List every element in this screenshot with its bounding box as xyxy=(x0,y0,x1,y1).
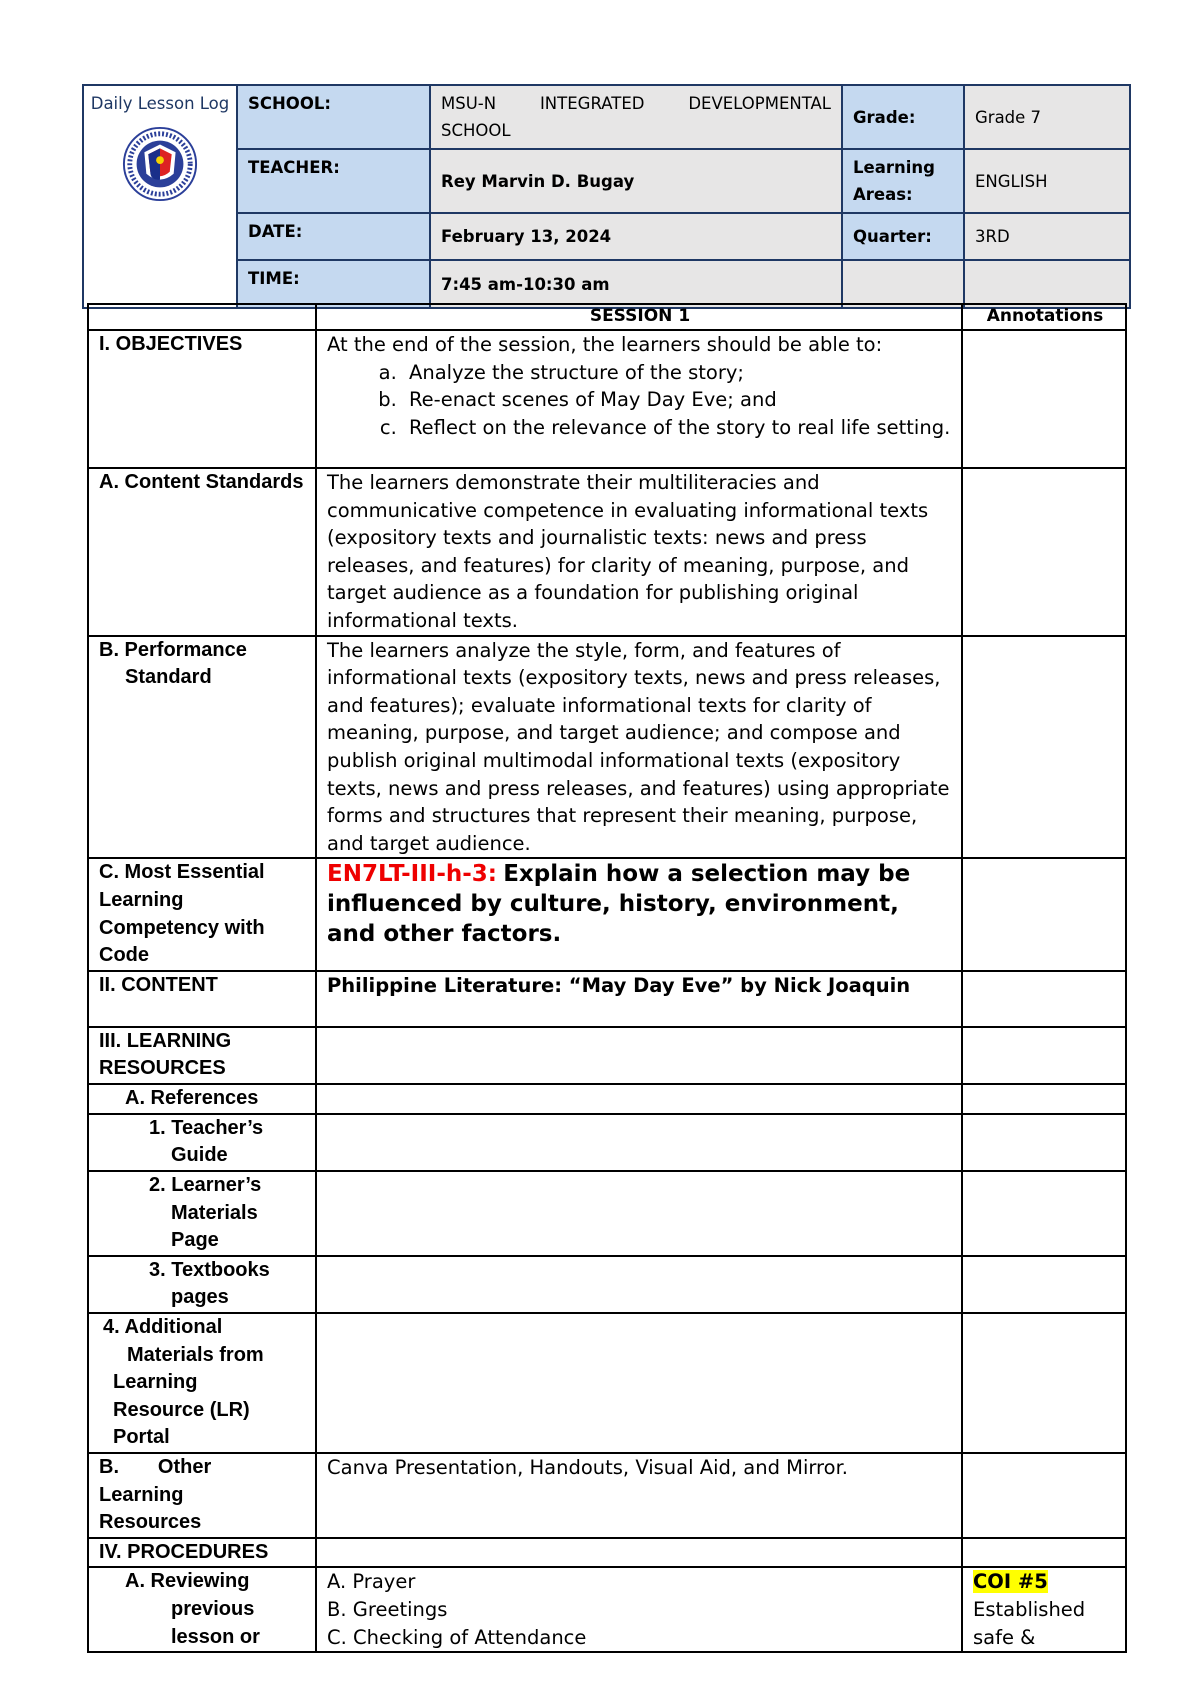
content-standards-label: A. Content Standards xyxy=(88,468,316,636)
table-row xyxy=(88,858,1126,970)
list-item: C. Checking of Attendance xyxy=(327,1625,587,1649)
label-line: Portal xyxy=(113,1426,170,1449)
label-line: 4. Additional xyxy=(103,1316,223,1339)
table-row xyxy=(88,468,1126,636)
table-row xyxy=(88,636,1126,859)
table-row xyxy=(88,1538,1126,1568)
annotation-cell xyxy=(962,1114,1126,1171)
table-row xyxy=(88,330,1126,468)
table-row xyxy=(88,1313,1126,1453)
content-standards-text: The learners demonstrate their multiliteracies and communicative competence in evaluating informational texts (expository texts and journalistic texts: news and press releases, and features) for clarity of meaning, purpose, and target audience as a foundation for publishing original informational texts. xyxy=(316,468,962,636)
quarter-label: Quarter: xyxy=(842,213,964,260)
lesson-table xyxy=(87,303,1127,1653)
other-resources-label xyxy=(88,1453,316,1538)
empty-cell xyxy=(316,1538,962,1568)
content-label: II. CONTENT xyxy=(88,971,316,1027)
learners-materials-label xyxy=(88,1171,316,1256)
empty-cell xyxy=(316,1171,962,1256)
objectives-list xyxy=(327,359,953,442)
reviewing-annotation xyxy=(962,1567,1126,1652)
date-label: DATE: xyxy=(237,213,430,260)
additional-materials-label xyxy=(88,1313,316,1453)
annotation-cell xyxy=(962,1027,1126,1084)
content-text: Philippine Literature: “May Day Eve” by Nick Joaquin xyxy=(316,971,962,1027)
annotation-cell xyxy=(962,468,1126,636)
annotations-header: Annotations xyxy=(962,304,1126,330)
label-line: Learning xyxy=(99,1483,184,1506)
table-row xyxy=(88,1567,1126,1652)
annotation-cell xyxy=(962,1256,1126,1313)
list-item: c. Reflect on the relevance of the story to real life setting. xyxy=(403,414,953,442)
annotation-cell xyxy=(962,858,1126,970)
label-line: 1. Teacher’s xyxy=(149,1116,264,1139)
competency-cell xyxy=(316,858,962,970)
table-row xyxy=(88,1453,1126,1538)
empty-cell xyxy=(316,1027,962,1084)
references-label xyxy=(88,1084,316,1114)
table-row xyxy=(88,1256,1126,1313)
annotation-cell xyxy=(962,1538,1126,1568)
school-label: SCHOOL: xyxy=(237,85,430,149)
textbooks-label xyxy=(88,1256,316,1313)
teacher-label: TEACHER: xyxy=(237,149,430,213)
grade-label: Grade: xyxy=(842,85,964,149)
header-table xyxy=(82,84,1131,309)
annotation-cell xyxy=(962,636,1126,859)
competency-label: C. Most Essential Learning Competency with Code xyxy=(88,858,316,970)
empty-cell xyxy=(316,1114,962,1171)
annotation-line: Established xyxy=(973,1597,1086,1621)
coi-badge: COI #5 xyxy=(973,1570,1048,1594)
other-resources-text: Canva Presentation, Handouts, Visual Aid, and Mirror. xyxy=(316,1453,962,1538)
table-row xyxy=(88,1027,1126,1084)
label-line: 2. Learner’s xyxy=(149,1174,262,1197)
label-line: A. Reviewing xyxy=(125,1570,250,1593)
label-line: Learning xyxy=(113,1371,198,1394)
label-line: Standard xyxy=(125,666,212,689)
empty-cell xyxy=(316,1084,962,1114)
teacher-value: Rey Marvin D. Bugay xyxy=(430,149,842,213)
table-header-row xyxy=(88,304,1126,330)
label-line: A. References xyxy=(125,1086,259,1109)
list-item: a. Analyze the structure of the story; xyxy=(403,359,953,387)
date-value: February 13, 2024 xyxy=(430,213,842,260)
performance-standard-label xyxy=(88,636,316,859)
objectives-cell xyxy=(316,330,962,468)
quarter-value: 3RD xyxy=(964,213,1130,260)
label-line: B. Performance xyxy=(99,638,247,661)
logo-cell xyxy=(83,85,237,308)
table-row xyxy=(88,971,1126,1027)
label-line: Materials from xyxy=(127,1343,264,1366)
annotation-cell xyxy=(962,1171,1126,1256)
list-item: A. Prayer xyxy=(327,1570,416,1594)
school-value: MSU-N INTEGRATED DEVELOPMENTAL SCHOOL xyxy=(430,85,842,149)
annotation-cell xyxy=(962,971,1126,1027)
objectives-label: I. OBJECTIVES xyxy=(88,330,316,468)
label-line: Page xyxy=(171,1229,219,1252)
session-header: SESSION 1 xyxy=(316,304,962,330)
header-blank-cell xyxy=(88,304,316,330)
list-item: B. Greetings xyxy=(327,1597,448,1621)
label-line: B. Other xyxy=(99,1456,212,1478)
competency-text: Explain how a selection may be influenced by culture, history, environment, and other factors. xyxy=(327,861,911,948)
reviewing-cell xyxy=(316,1567,962,1652)
list-item: b. Re-enact scenes of May Day Eve; and xyxy=(403,386,953,414)
learning-areas-label: Learning Areas: xyxy=(842,149,964,213)
procedures-label: IV. PROCEDURES xyxy=(88,1538,316,1568)
label-line: Guide xyxy=(171,1144,228,1167)
time-label: TIME: xyxy=(237,260,430,308)
table-row xyxy=(88,1171,1126,1256)
competency-code: EN7LT-III-h-3: xyxy=(327,861,498,888)
time-value: 7:45 am-10:30 am xyxy=(430,260,842,308)
empty-label-cell xyxy=(842,260,964,308)
reviewing-label xyxy=(88,1567,316,1652)
empty-value-cell xyxy=(964,260,1130,308)
grade-value: Grade 7 xyxy=(964,85,1130,149)
annotation-line: safe & xyxy=(973,1625,1036,1649)
annotation-cell xyxy=(962,1084,1126,1114)
label-line: previous xyxy=(171,1597,255,1620)
empty-cell xyxy=(316,1313,962,1453)
objectives-intro: At the end of the session, the learners should be able to: xyxy=(327,333,883,356)
label-line: Resources xyxy=(99,1511,202,1534)
label-line: Materials xyxy=(171,1201,258,1224)
annotation-cell xyxy=(962,1453,1126,1538)
label-line: lesson or xyxy=(171,1625,260,1648)
performance-standard-text: The learners analyze the style, form, and features of informational texts (expository texts, news and press releases, and features); evaluate informational texts for clarity of meaning, purpose, and target audience; and compose and publish original multimodal informational texts (expository texts, news and press releases, and features) using appropriate forms and structures that represent their meaning, purpose, and target audience. xyxy=(316,636,962,859)
learning-resources-label: III. LEARNING RESOURCES xyxy=(88,1027,316,1084)
deped-seal-icon xyxy=(121,125,199,203)
learning-areas-value: ENGLISH xyxy=(964,149,1130,213)
table-row xyxy=(88,1114,1126,1171)
annotation-cell xyxy=(962,1313,1126,1453)
log-title: Daily Lesson Log xyxy=(90,94,230,113)
annotation-cell xyxy=(962,330,1126,468)
teachers-guide-label xyxy=(88,1114,316,1171)
table-row xyxy=(88,1084,1126,1114)
label-line: Resource (LR) xyxy=(113,1398,250,1421)
empty-cell xyxy=(316,1256,962,1313)
label-line: pages xyxy=(171,1286,229,1309)
label-line: 3. Textbooks xyxy=(149,1258,270,1281)
